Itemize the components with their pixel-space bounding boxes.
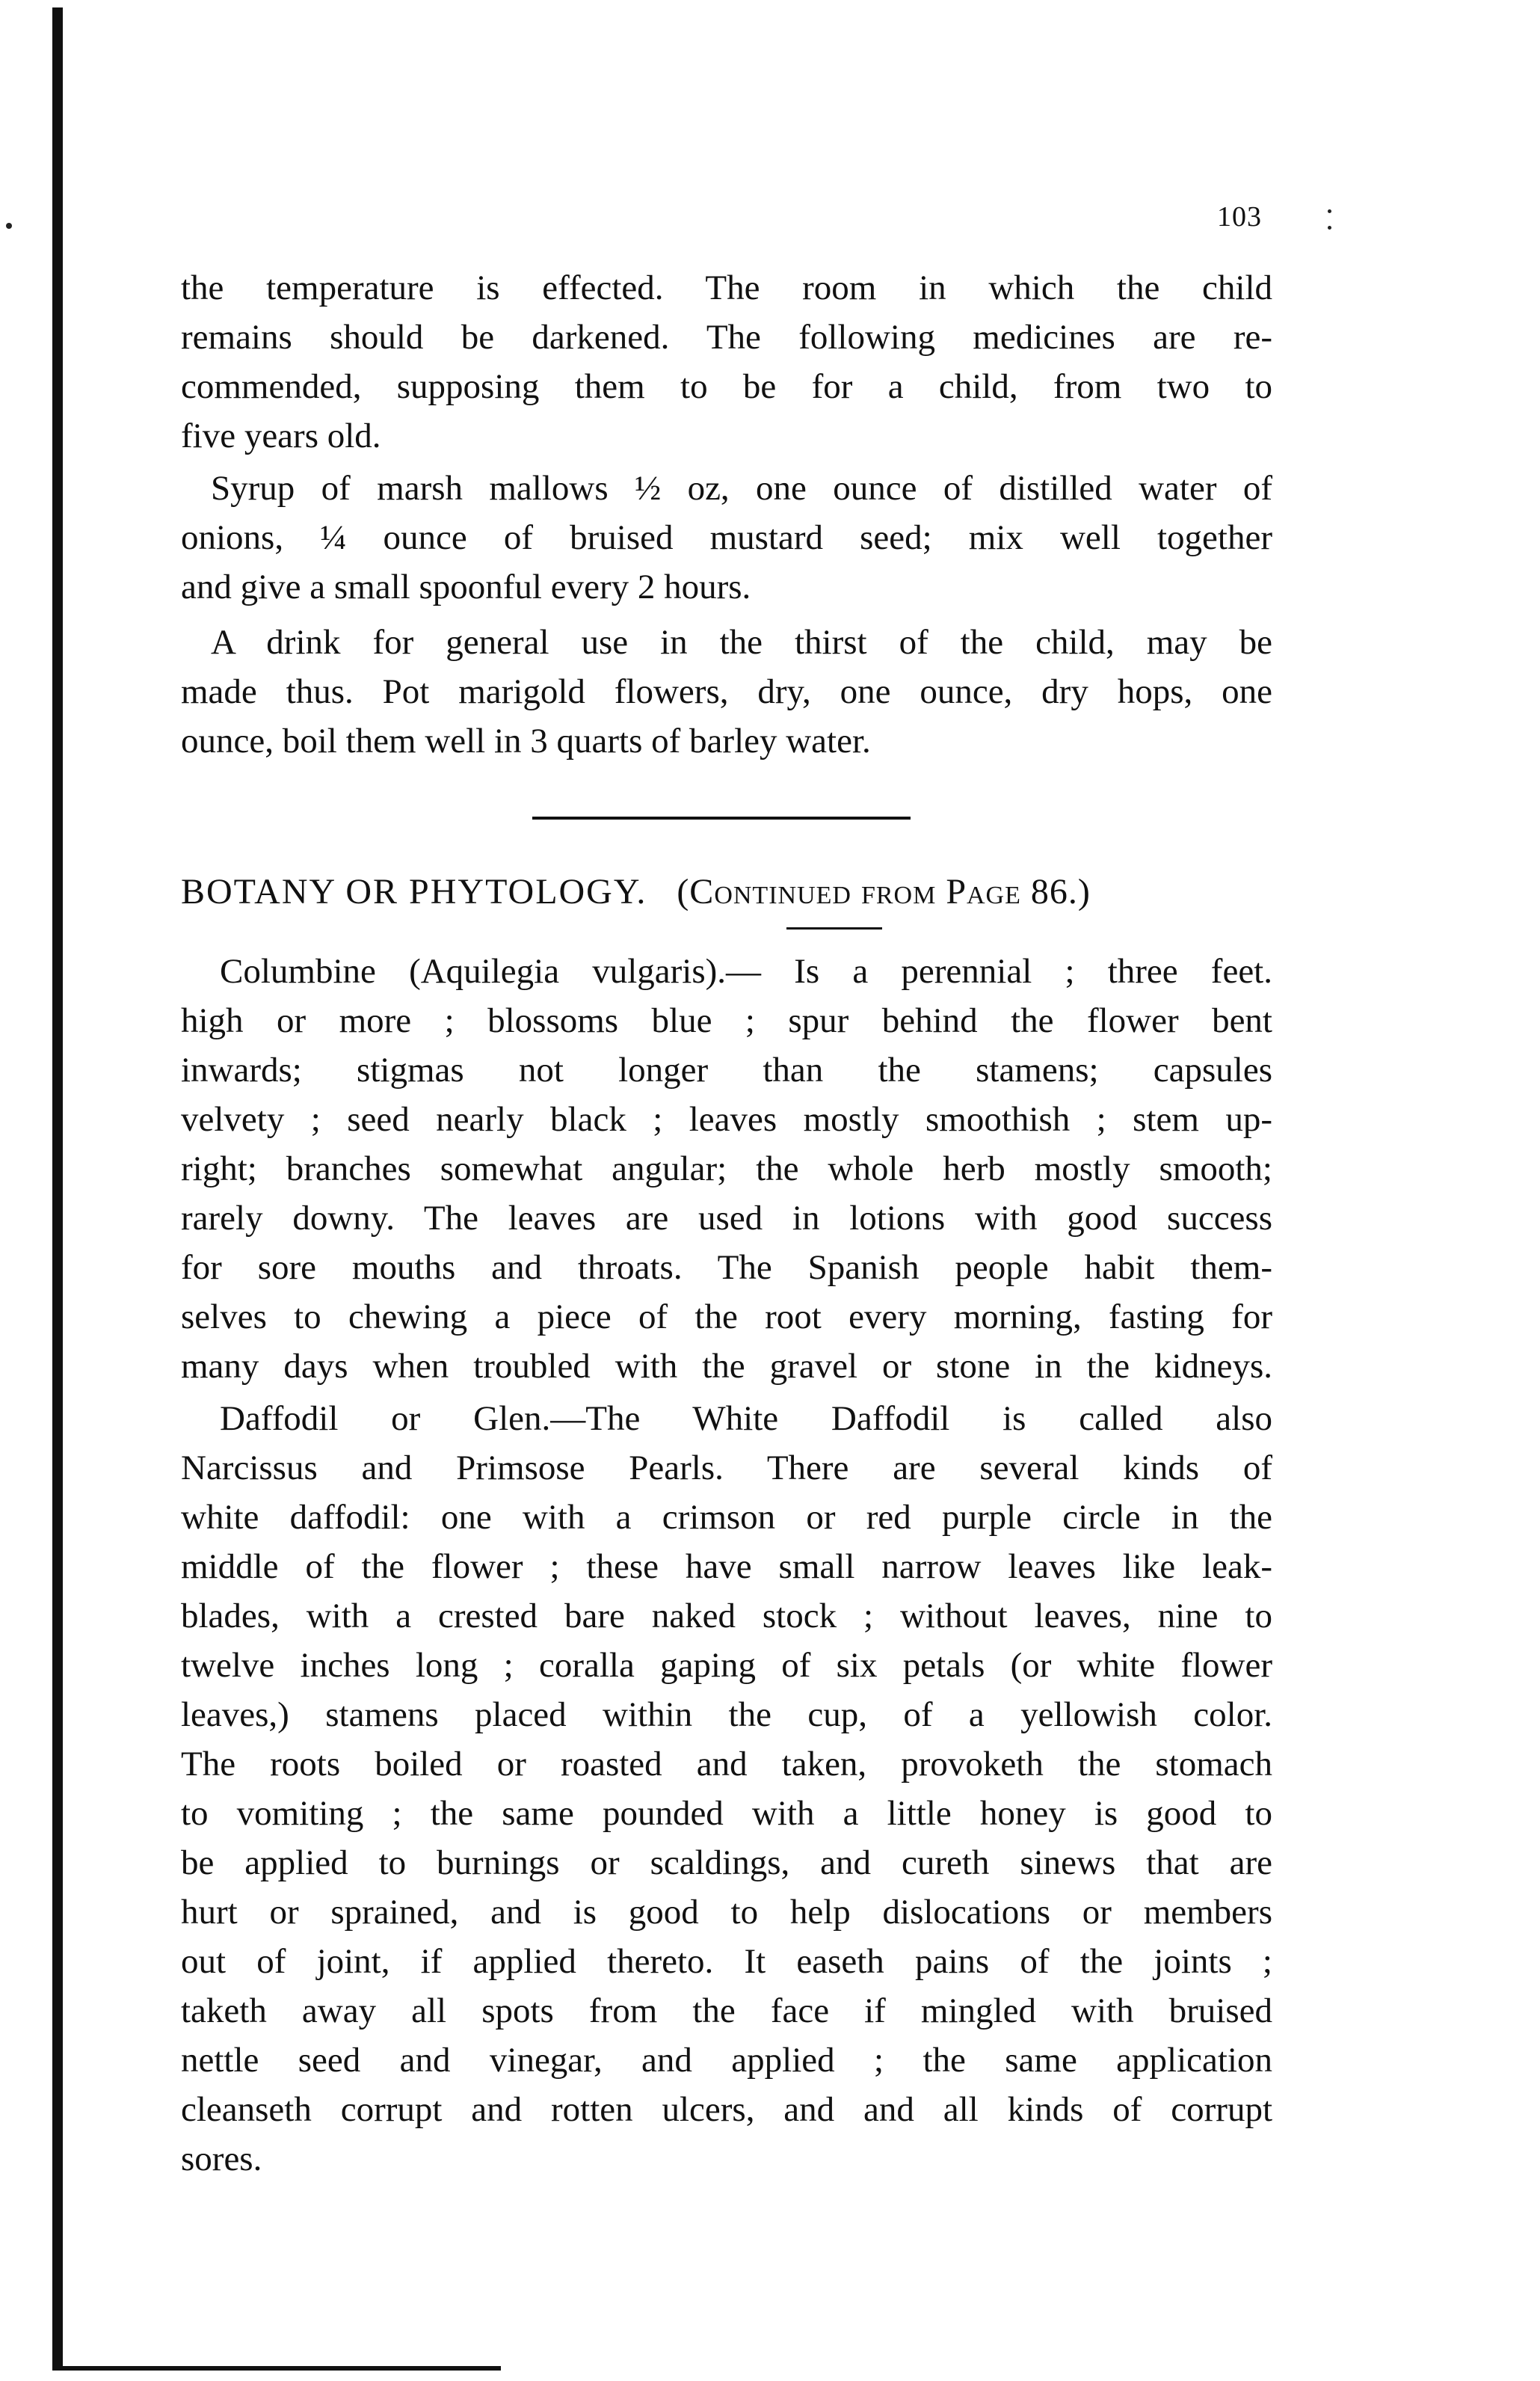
text-line: many days when troubled with the gravel or stone in the kidneys. xyxy=(181,1347,1272,1386)
intro-paragraph xyxy=(181,263,1272,461)
bottom-edge-rule xyxy=(52,2366,501,2371)
paragraph-syrup xyxy=(181,464,1272,612)
entry-text xyxy=(181,947,1272,1391)
text-line: Columbine (Aquilegia vulgaris).— Is a perennial ; three feet. xyxy=(220,952,1272,991)
section-divider xyxy=(532,817,911,820)
text-line: velvety ; seed nearly black ; leaves mostly smoothish ; stem up- xyxy=(181,1100,1272,1139)
text-line: inwards; stigmas not longer than the stamens; capsules xyxy=(181,1051,1272,1090)
text-line: and give a small spoonful every 2 hours. xyxy=(181,568,751,606)
text-line: The roots boiled or roasted and taken, provoketh the stomach xyxy=(181,1745,1272,1784)
text-line: cleanseth corrupt and rotten ulcers, and and all kinds of corrupt xyxy=(181,2090,1272,2129)
text-line: hurt or sprained, and is good to help dislocations or members xyxy=(181,1893,1272,1932)
text-line: ounce, boil them well in 3 quarts of barley water. xyxy=(181,722,871,761)
text-line: commended, supposing them to be for a child, from two to xyxy=(181,367,1272,406)
text-line: Daffodil or Glen.—The White Daffodil is called also xyxy=(220,1399,1272,1438)
text-line: nettle seed and vinegar, and applied ; the same application xyxy=(181,2041,1272,2080)
text-line: made thus. Pot marigold flowers, dry, one ounce, dry hops, one xyxy=(181,672,1272,711)
text-line: twelve inches long ; coralla gaping of six petals (or white flower xyxy=(181,1646,1272,1685)
text-line: high or more ; blossoms blue ; spur behind the flower bent xyxy=(181,1001,1272,1040)
text-line: leaves,) stamens placed within the cup, of a yellowish color. xyxy=(181,1695,1272,1734)
intro-paragraph xyxy=(181,464,1272,612)
text-line: A drink for general use in the thirst of the child, may be xyxy=(211,623,1272,662)
paragraph-drink xyxy=(181,618,1272,766)
scan-speck xyxy=(1328,209,1331,213)
text-line: remains should be darkened. The following medicines are re- xyxy=(181,318,1272,357)
section-heading xyxy=(181,871,1272,912)
continued-note: (Continued from Page 86.) xyxy=(677,872,1091,912)
section-title: BOTANY OR PHYTOLOGY. xyxy=(181,872,647,912)
text-line: the temperature is effected. The room in which the child xyxy=(181,268,1272,307)
text-line: to vomiting ; the same pounded with a little honey is good to xyxy=(181,1794,1272,1833)
entry-daffodil xyxy=(181,1394,1272,2184)
text-line: out of joint, if applied thereto. It easeth pains of the joints ; xyxy=(181,1942,1272,1981)
text-line: sores. xyxy=(181,2139,262,2178)
text-line: Narcissus and Primsose Pearls. There are several kinds of xyxy=(181,1448,1272,1487)
entry-text xyxy=(181,1394,1272,2184)
text-line: rarely downy. The leaves are used in lotions with good success xyxy=(181,1199,1272,1238)
text-line: onions, ¼ ounce of bruised mustard seed; mix well together xyxy=(181,518,1272,557)
text-line: be applied to burnings or scaldings, and cureth sinews that are xyxy=(181,1843,1272,1882)
text-line: middle of the flower ; these have small narrow leaves like leak- xyxy=(181,1547,1272,1586)
paragraph-temperature xyxy=(181,263,1272,461)
scan-speck xyxy=(1328,226,1331,230)
text-line: taketh away all spots from the face if mingled with bruised xyxy=(181,1991,1272,2030)
text-line: selves to chewing a piece of the root every morning, fasting for xyxy=(181,1297,1272,1336)
heading-underline xyxy=(786,927,882,930)
text-line: Syrup of marsh mallows ½ oz, one ounce of distilled water of xyxy=(211,469,1272,508)
scan-speck xyxy=(6,223,12,229)
intro-paragraph xyxy=(181,618,1272,766)
page-number: 103 xyxy=(1217,201,1262,233)
binding-edge xyxy=(52,7,63,2371)
text-line: blades, with a crested bare naked stock ; without leaves, nine to xyxy=(181,1597,1272,1635)
entry-columbine xyxy=(181,947,1272,1391)
text-line: for sore mouths and throats. The Spanish people habit them- xyxy=(181,1248,1272,1287)
text-line: right; branches somewhat angular; the whole herb mostly smooth; xyxy=(181,1149,1272,1188)
text-line: white daffodil: one with a crimson or red purple circle in the xyxy=(181,1498,1272,1537)
text-line: five years old. xyxy=(181,417,381,455)
